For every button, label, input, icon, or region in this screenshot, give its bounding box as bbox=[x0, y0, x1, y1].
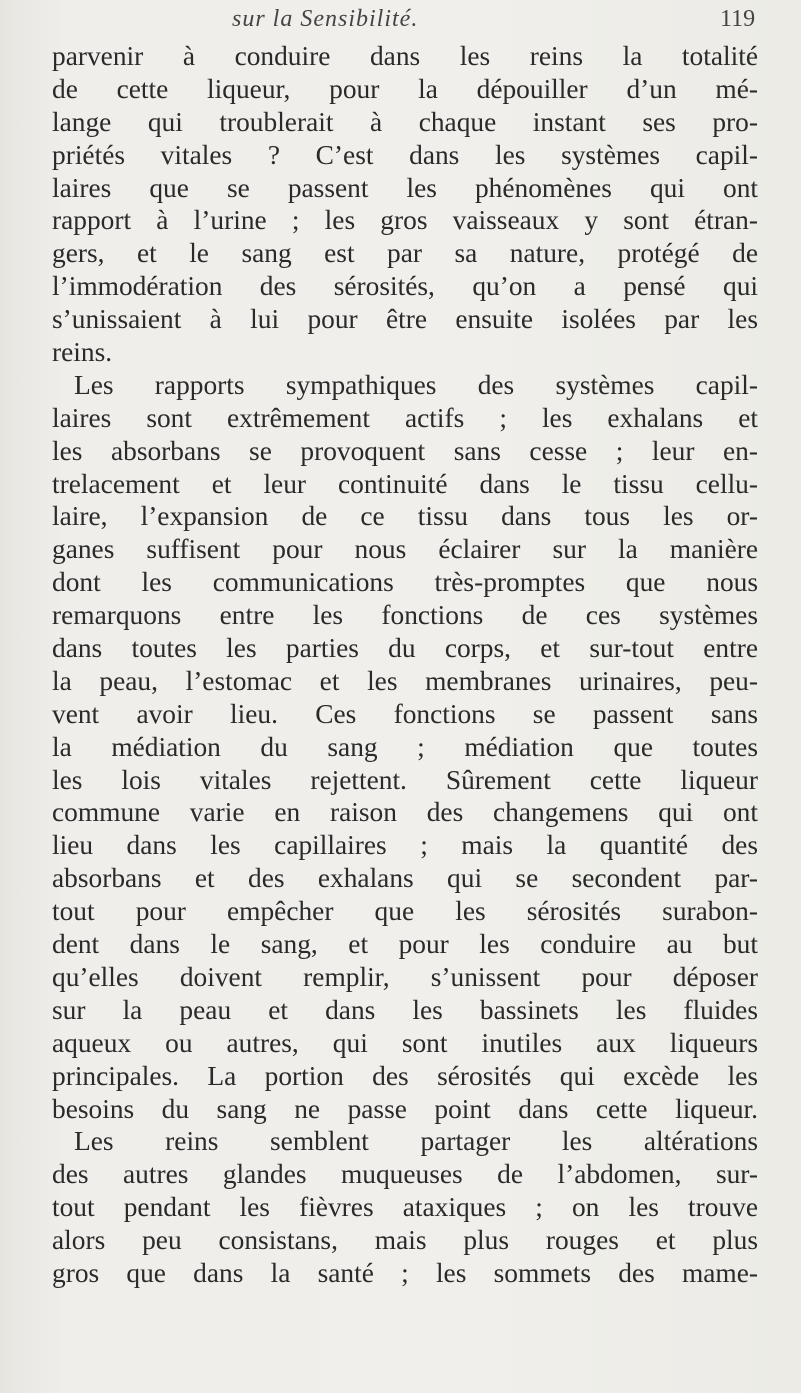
text-line: la médiation du sang ; médiation que toutes bbox=[52, 731, 758, 762]
text-line: rapport à l’urine ; les gros vaisseaux y sont étran- bbox=[52, 205, 758, 236]
body-text bbox=[52, 40, 758, 1290]
text-line: les absorbans se provoquent sans cesse ; leur en- bbox=[52, 435, 758, 466]
text-line: parvenir à conduire dans les reins la totalité bbox=[52, 41, 758, 71]
text-line: lange qui troublerait à chaque instant ses pro- bbox=[52, 106, 758, 137]
text-line: laires sont extrêmement actifs ; les exhalans et bbox=[52, 402, 758, 433]
paragraph-end-line: reins. bbox=[52, 337, 113, 368]
running-head-title: sur la Sensibilité. bbox=[232, 6, 419, 32]
text-line: de cette liqueur, pour la dépouiller d’un mé- bbox=[52, 73, 758, 104]
text-line: alors peu consistans, mais plus rouges et plus bbox=[52, 1225, 758, 1256]
text-line: sur la peau et dans les bassinets les fluides bbox=[52, 994, 758, 1025]
text-line: la peau, l’estomac et les membranes urinaires, peu- bbox=[52, 665, 758, 696]
text-line: tout pour empêcher que les sérosités surabon- bbox=[52, 896, 758, 927]
text-line: gers, et le sang est par sa nature, protégé de bbox=[52, 238, 758, 269]
paragraph-end-line: besoins du sang ne passe point dans cette liqueur. bbox=[52, 1093, 758, 1124]
running-head bbox=[0, 6, 801, 36]
text-line: les lois vitales rejettent. Sûrement cette liqueur bbox=[52, 764, 758, 795]
text-line: s’unissaient à lui pour être ensuite isolées par les bbox=[52, 304, 758, 335]
text-line: dent dans le sang, et pour les conduire au but bbox=[52, 929, 758, 960]
text-line: dans toutes les parties du corps, et sur-tout entre bbox=[52, 633, 758, 664]
text-line: dont les communications très-promptes que nous bbox=[52, 567, 758, 598]
paragraph-first-line: Les rapports sympathiques des systèmes capil- bbox=[74, 369, 758, 400]
text-line: tout pendant les fièvres ataxiques ; on les trouve bbox=[52, 1192, 758, 1223]
text-line: laires que se passent les phénomènes qui ont bbox=[52, 172, 758, 203]
text-line: priétés vitales ? C’est dans les systèmes capil- bbox=[52, 139, 758, 170]
paragraph-first-line: Les reins semblent partager les altérations bbox=[74, 1126, 758, 1157]
text-line: absorbans et des exhalans qui se secondent par- bbox=[52, 863, 758, 894]
text-line: laire, l’expansion de ce tissu dans tous les or- bbox=[52, 501, 758, 532]
text-line: trelacement et leur continuité dans le tissu cellu- bbox=[52, 468, 758, 499]
text-line: commune varie en raison des changemens qui ont bbox=[52, 797, 758, 828]
text-line: remarquons entre les fonctions de ces systèmes bbox=[52, 600, 758, 631]
text-line: l’immodération des sérosités, qu’on a pensé qui bbox=[52, 271, 758, 302]
text-line: ganes suffisent pour nous éclairer sur la manière bbox=[52, 534, 758, 565]
text-line: des autres glandes muqueuses de l’abdomen, sur- bbox=[52, 1159, 758, 1190]
text-line: aqueux ou autres, qui sont inutiles aux liqueurs bbox=[52, 1027, 758, 1058]
page-number: 119 bbox=[720, 6, 756, 32]
text-line: lieu dans les capillaires ; mais la quantité des bbox=[52, 830, 758, 861]
text-line: vent avoir lieu. Ces fonctions se passent sans bbox=[52, 698, 758, 729]
text-line: principales. La portion des sérosités qui excède les bbox=[52, 1060, 758, 1091]
text-line: gros que dans la santé ; les sommets des mame- bbox=[52, 1257, 758, 1288]
text-line: qu’elles doivent remplir, s’unissent pour déposer bbox=[52, 961, 758, 992]
